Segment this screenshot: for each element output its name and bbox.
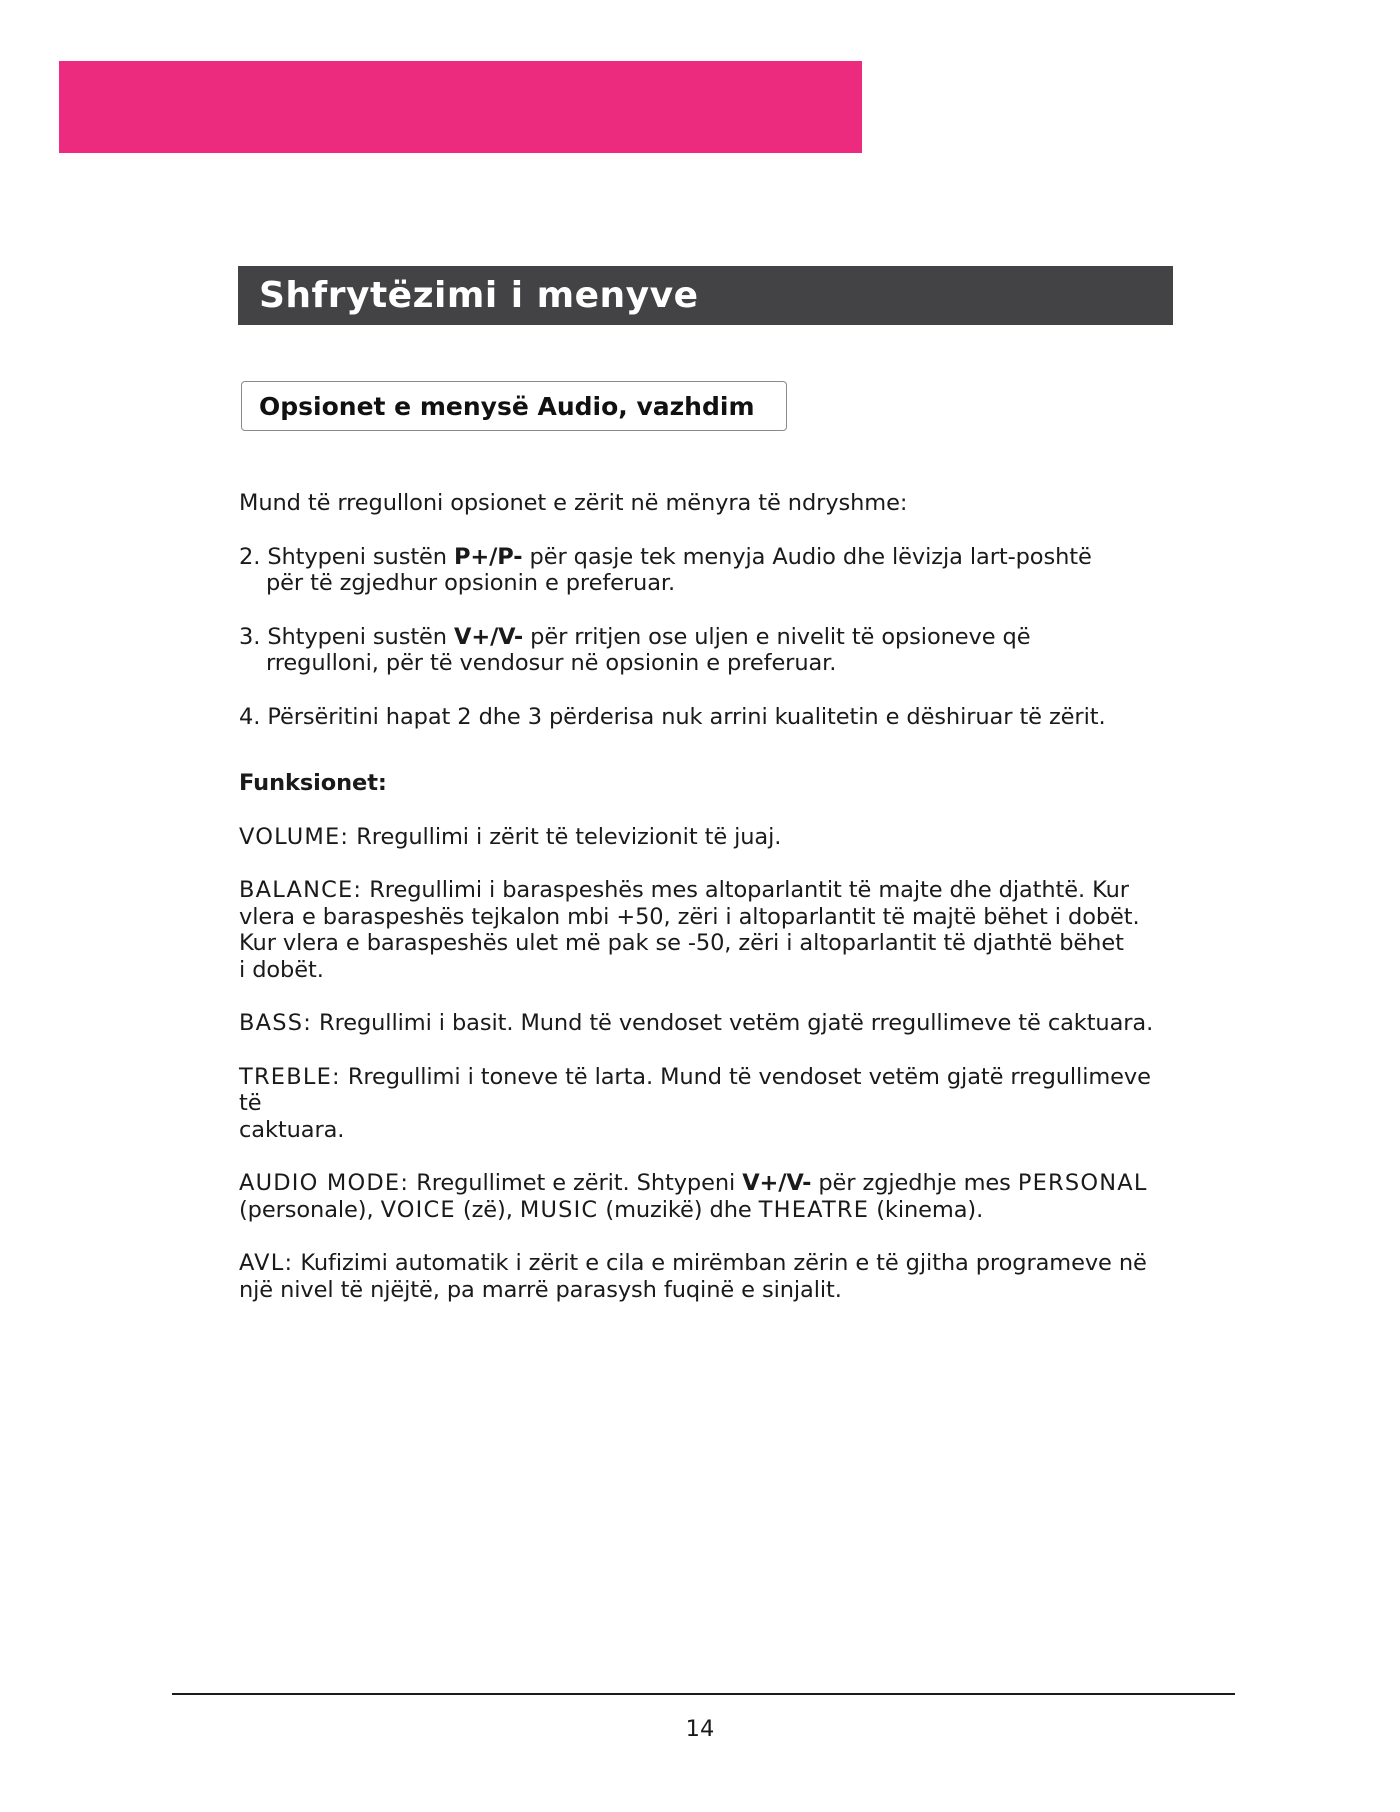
step-text-continued: rregulloni, për të vendosur në opsionin e preferuar. [266,650,837,676]
step-number: 3. [239,623,261,650]
function-desc: (zë), [455,1196,520,1223]
step-4 [239,704,1179,731]
function-term: BASS: [239,1010,312,1036]
step-number: 2. [239,543,261,570]
intro-paragraph: Mund të rregulloni opsionet e zërit në mënyra të ndryshme: [239,490,908,516]
function-term: BALANCE: [239,877,363,903]
function-desc: Kur vlera e baraspeshës ulet më pak se -50, zëri i altoparlantit të djathtë bëhet [239,930,1124,956]
function-desc: vlera e baraspeshës tejkalon mbi +50, zëri i altoparlantit të majtë bëhet i dobët. [239,903,1140,930]
step-text: për rritjen ose uljen e nivelit të opsioneve që [523,623,1031,650]
mode-option: VOICE [380,1196,456,1223]
function-audio-mode [239,1170,1179,1223]
mode-option: THEATRE [758,1196,870,1223]
key-label: V+/V- [454,623,524,650]
function-desc: Kufizimi automatik i zërit e cila e mirëmban zërin e të gjitha programeve në [293,1250,1147,1276]
function-desc: Rregullimi i basit. Mund të vendoset vetëm gjatë rregullimeve të caktuara. [311,1010,1154,1036]
section-subtitle-box [241,381,787,431]
function-desc: caktuara. [239,1116,345,1143]
function-desc: Rregullimet e zërit. Shtypeni [409,1170,743,1196]
function-term: AVL: [239,1250,294,1276]
page-title: Shfrytëzimi i menyve [259,275,699,316]
functions-heading: Funksionet: [239,770,387,796]
function-desc: i dobët. [239,956,324,983]
step-text-continued: për të zgjedhur opsionin e preferuar. [266,570,676,596]
title-bar [238,266,1173,325]
function-desc: (personale), [239,1196,381,1223]
function-bass [239,1010,1179,1037]
step-text: Shtypeni sustën [267,543,454,570]
function-volume [239,824,1179,851]
step-number: 4. [239,703,261,730]
step-text: Përsëritini hapat 2 dhe 3 përderisa nuk arrini kualitetin e dëshiruar të zërit. [267,703,1106,730]
function-desc: një nivel të njëjtë, pa marrë parasysh fuqinë e sinjalit. [239,1276,842,1303]
function-desc: Rregullimi i toneve të larta. Mund të vendoset vetëm gjatë rregullimeve të [239,1063,1151,1116]
section-subtitle: Opsionet e menysë Audio, vazhdim [259,391,755,421]
step-text: për qasje tek menyja Audio dhe lëvizja lart-poshtë [522,543,1092,570]
function-desc: Rregullimi i zërit të televizionit të juaj. [349,823,782,850]
step-text: Shtypeni sustën [267,623,454,650]
mode-option: MUSIC [519,1196,599,1223]
function-term: AUDIO MODE: [239,1170,410,1196]
key-label: V+/V- [742,1170,812,1196]
function-desc: Rregullimi i baraspeshës mes altoparlantit të majte dhe djathtë. Kur [362,877,1129,903]
function-desc: (muzikë) dhe [598,1196,759,1223]
function-treble [239,1064,1179,1144]
footer-divider [172,1693,1235,1695]
function-desc: për zgjedhje mes [811,1170,1018,1196]
step-3 [239,624,1179,677]
function-avl [239,1250,1179,1303]
step-2 [239,544,1179,597]
page-number: 14 [685,1716,715,1742]
body-content [239,490,1179,1330]
function-term: VOLUME: [239,823,350,850]
key-label: P+/P- [454,543,523,570]
header-accent-bar [59,61,862,153]
function-desc: (kinema). [869,1196,984,1223]
function-term: TREBLE: [239,1063,341,1090]
function-balance [239,877,1179,983]
mode-option: PERSONAL [1017,1170,1148,1196]
